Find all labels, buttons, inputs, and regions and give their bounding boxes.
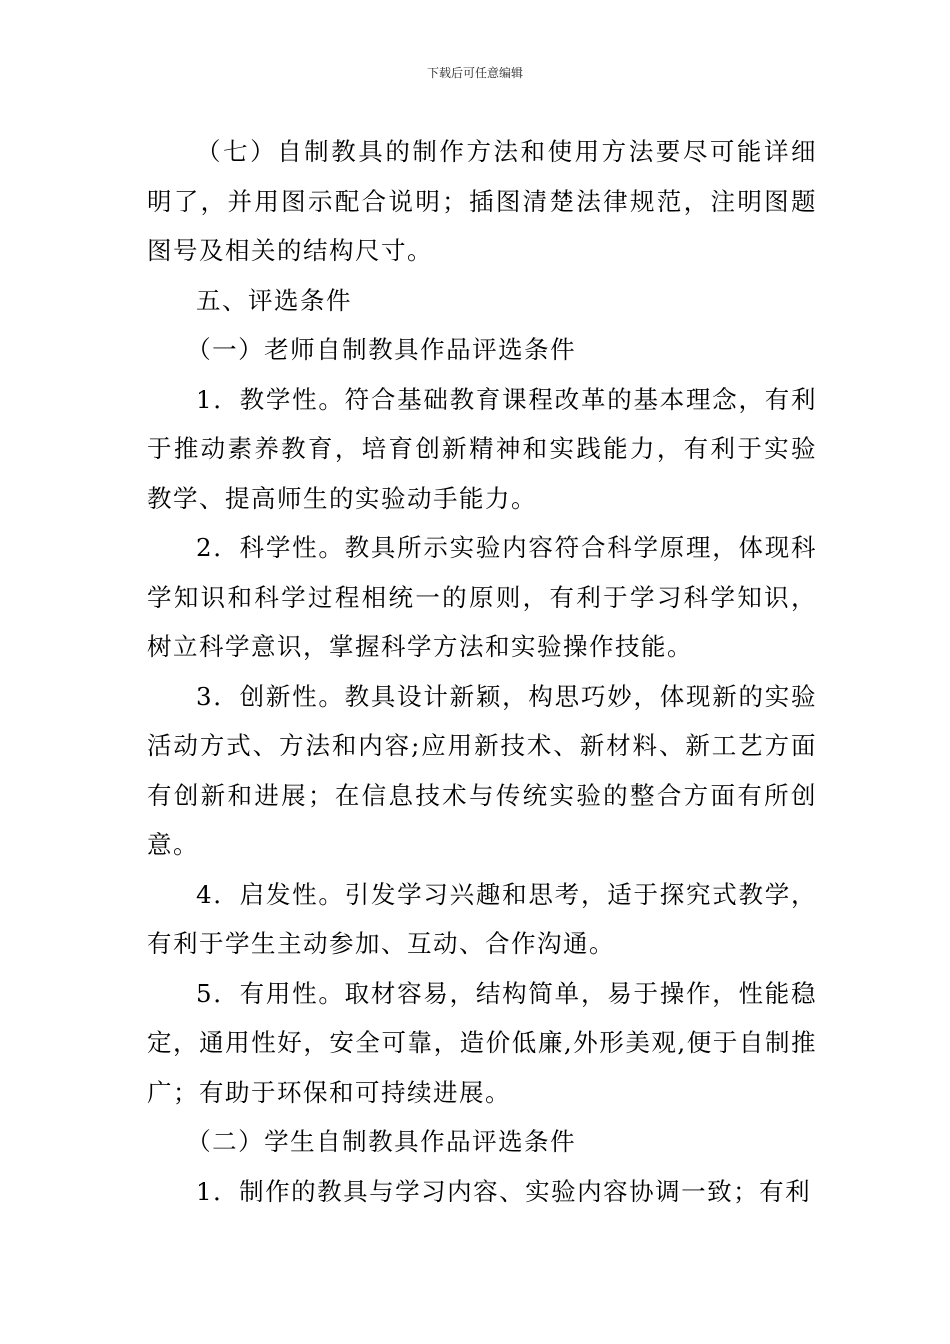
criterion-innovative: 3．创新性。教具设计新颖，构思巧妙，体现新的实验活动方式、方法和内容;应用新技术、新材料、新工艺方面有创新和进展；在信息技术与传统实验的整合方面有所创意。 [147, 681, 817, 859]
subheading-teacher-criteria: （一）老师自制教具作品评选条件 [186, 335, 577, 364]
subheading-student-criteria: （二）学生自制教具作品评选条件 [186, 1127, 577, 1156]
page-header: 下载后可任意编辑 [426, 66, 523, 80]
criterion-teaching: 1．教学性。符合基础教育课程改革的基本理念，有利于推动素养教育，培育创新精神和实践能力，有利于实验教学、提高师生的实验动手能力。 [147, 384, 817, 513]
section-heading-selection-criteria: 五、评选条件 [196, 285, 352, 315]
document-body [147, 127, 817, 1216]
paragraph-method-requirements: （七）自制教具的制作方法和使用方法要尽可能详细明了，并用图示配合说明；插图清楚法律规范，注明图题图号及相关的结构尺寸。 [147, 137, 817, 265]
criterion-inspirational: 4．启发性。引发学习兴趣和思考，适于探究式教学，有利于学生主动参加、互动、合作沟通。 [147, 879, 817, 958]
criterion-practical: 5．有用性。取材容易，结构简单，易于操作，性能稳定，通用性好，安全可靠，造价低廉,外形美观,便于自制推广；有助于环保和可持续进展。 [147, 978, 817, 1107]
criterion-scientific: 2．科学性。教具所示实验内容符合科学原理，体现科学知识和科学过程相统一的原则，有利于学习科学知识，树立科学意识，掌握科学方法和实验操作技能。 [147, 533, 817, 661]
criterion-student-consistency: 1．制作的教具与学习内容、实验内容协调一致；有利 [196, 1176, 812, 1206]
